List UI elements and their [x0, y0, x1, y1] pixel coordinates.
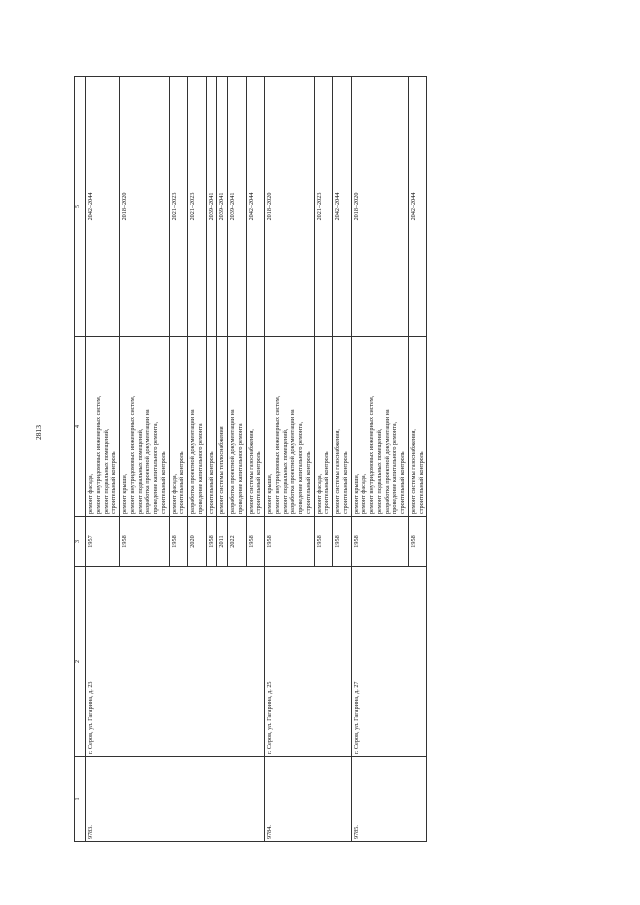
row-works	[188, 337, 207, 517]
row-works-text: ремонт крыши, ремонт фасада, ремонт внутридомовых инженерных систем, ремонт подвальных помещений, разработка проектной документации на проведение капитального ремонта, строительный контроль	[352, 395, 406, 514]
row-works-text: разработка проектной документации на проведение капитального ремонта	[229, 409, 244, 514]
row-works	[351, 337, 408, 517]
row-period: 2021–2023	[314, 77, 333, 337]
record-number: 9785.	[351, 757, 427, 842]
record-address: г. Серов, ул. Гагарина, д. 23	[86, 567, 265, 757]
row-year: 1958	[206, 517, 217, 567]
row-works	[169, 337, 188, 517]
row-works-text: ремонт фасада, строительный контроль	[315, 451, 331, 514]
table-body	[86, 77, 427, 842]
row-period: 2039–2041	[206, 77, 217, 337]
row-period: 2042–2044	[333, 77, 352, 337]
row-year: 1958	[314, 517, 333, 567]
record-address: г. Серов, ул. Гагарина, д. 25	[265, 567, 352, 757]
table-row	[86, 77, 120, 842]
row-works	[217, 337, 228, 517]
row-works-text: ремонт системы газоснабжения, строительный контроль	[334, 429, 349, 514]
row-works-text: ремонт крыши, ремонт внутридомовых инженерных систем, ремонт подвальных помещений, разработка проектной документации на проведение капитального ремонта, строительный контроль	[121, 395, 167, 514]
row-year: 1958	[408, 517, 427, 567]
row-works	[228, 337, 247, 517]
row-works-text: ремонт крыши, ремонт внутридомовых инженерных систем, ремонт подвальных помещений, разработка проектной документации на проведение капитального ремонта, строительный контроль	[266, 395, 312, 514]
row-works-text: ремонт фасада, ремонт внутридомовых инженерных систем, ремонт подвальных помещений, строительный контроль	[87, 395, 118, 514]
row-works-text: ремонт системы газоснабжения, строительный контроль	[409, 429, 425, 514]
row-works-text: строительный контроль	[207, 451, 215, 514]
row-period: 2018–2020	[265, 77, 315, 337]
record-address: г. Серов, ул. Гагарина, д. 27	[351, 567, 427, 757]
row-year: 1958	[351, 517, 408, 567]
page-number: 2813	[34, 425, 43, 440]
row-period: 2021–2023	[169, 77, 188, 337]
row-year: 1958	[120, 517, 170, 567]
table-row	[265, 77, 315, 842]
row-works	[314, 337, 333, 517]
header-col-1: 1	[75, 757, 86, 842]
header-col-3: 3	[75, 517, 86, 567]
row-period: 2039–2041	[228, 77, 247, 337]
row-year: 1958	[333, 517, 352, 567]
row-period: 2018–2020	[351, 77, 408, 337]
row-works	[246, 337, 265, 517]
row-year: 1958	[169, 517, 188, 567]
row-year: 2022	[228, 517, 247, 567]
row-period: 2039–2041	[217, 77, 228, 337]
repair-schedule-table	[74, 76, 427, 842]
row-period: 2042–2044	[408, 77, 427, 337]
header-col-5: 5	[75, 77, 86, 337]
row-year: 1957	[86, 517, 120, 567]
row-works-text: ремонт системы теплоснабжения	[218, 426, 226, 514]
row-period: 2042–2044	[246, 77, 265, 337]
header-col-2: 2	[75, 567, 86, 757]
header-row	[75, 77, 86, 842]
record-number: 9784.	[265, 757, 352, 842]
rotated-table-container	[74, 77, 591, 842]
row-works-text: ремонт фасада, строительный контроль	[170, 451, 186, 514]
row-works	[333, 337, 352, 517]
row-year: 2011	[217, 517, 228, 567]
row-works-text: ремонт системы газоснабжения, строительный контроль	[247, 429, 263, 514]
record-number: 9783.	[86, 757, 265, 842]
row-works	[120, 337, 170, 517]
table-row	[351, 77, 408, 842]
row-works	[408, 337, 427, 517]
row-period: 2018–2020	[120, 77, 170, 337]
row-period: 2021–2023	[188, 77, 207, 337]
row-period: 2042–2044	[86, 77, 120, 337]
row-year: 1958	[246, 517, 265, 567]
header-col-4: 4	[75, 337, 86, 517]
row-year: 2020	[188, 517, 207, 567]
row-works	[206, 337, 217, 517]
row-works	[265, 337, 315, 517]
page-number-wrap	[34, 425, 64, 460]
row-year: 1958	[265, 517, 315, 567]
row-works-text: разработка проектной документации на проведение капитального ремонта	[189, 409, 204, 514]
row-works	[86, 337, 120, 517]
